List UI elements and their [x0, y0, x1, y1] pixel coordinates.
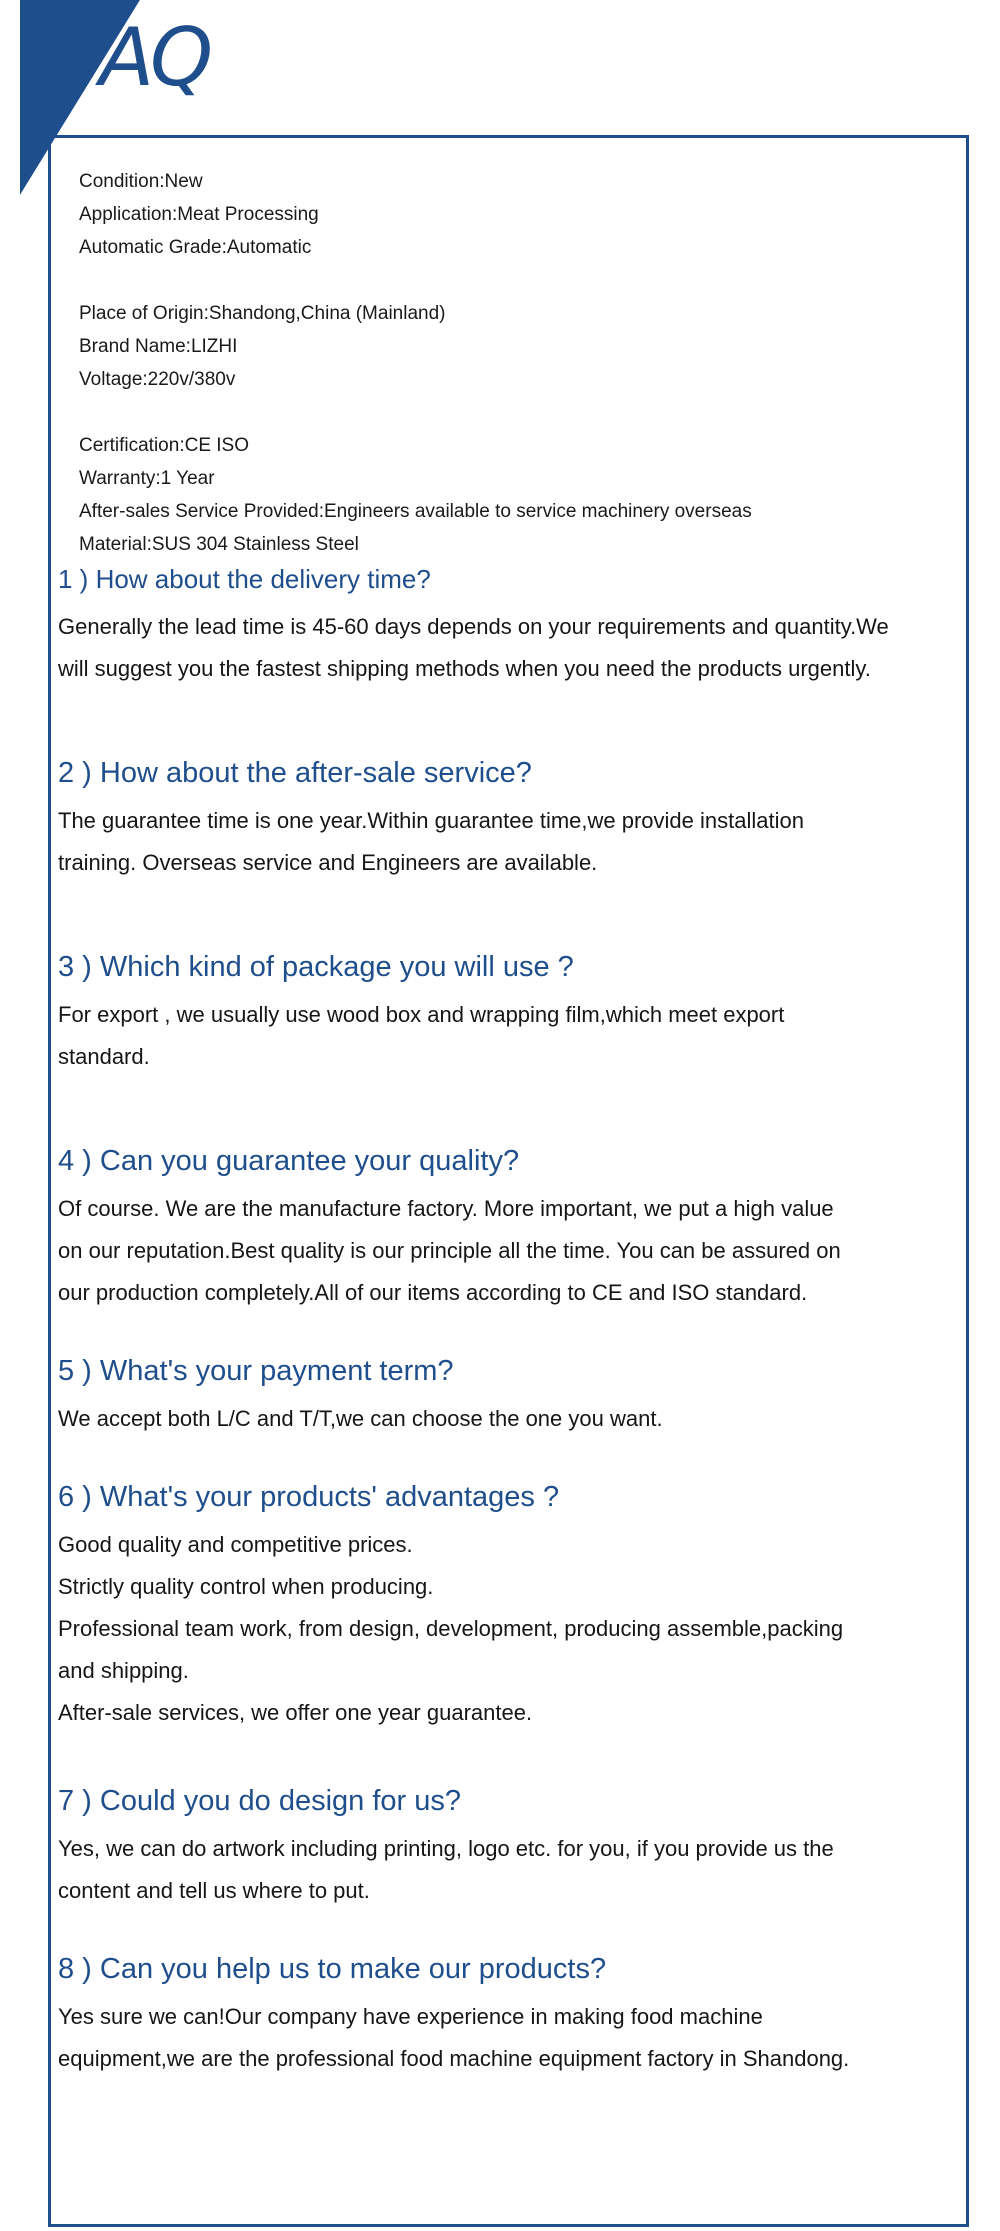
faq-answer	[58, 994, 968, 1078]
faq-question: 6 ) What's your products' advantages ?	[58, 1481, 560, 1513]
faq-item	[58, 948, 968, 1078]
answer-line: will suggest you the fastest shipping methods when you need the products urgently.	[58, 656, 871, 681]
faq-question: 1 ) How about the delivery time?	[58, 564, 431, 594]
faq-question: 5 ) What's your payment term?	[58, 1355, 454, 1387]
faq-item	[58, 1950, 968, 2080]
answer-line: For export , we usually use wood box and wrapping film,which meet export	[58, 1002, 785, 1027]
spec-condition: Condition:New	[79, 171, 203, 192]
answer-line: Generally the lead time is 45-60 days depends on your requirements and quantity.We	[58, 614, 889, 639]
spec-voltage: Voltage:220v/380v	[79, 369, 236, 390]
spec-warranty: Warranty:1 Year	[79, 468, 215, 489]
answer-line: equipment,we are the professional food machine equipment factory in Shandong.	[58, 2046, 850, 2071]
spec-after-sales-service: After-sales Service Provided:Engineers available to service machinery overseas	[79, 501, 752, 522]
spec-brand-name: Brand Name:LIZHI	[79, 336, 238, 357]
faq-list	[58, 560, 968, 2080]
spec-spacer	[79, 396, 752, 429]
answer-line: Of course. We are the manufacture factory. More important, we put a high value	[58, 1196, 834, 1221]
spec-application: Application:Meat Processing	[79, 204, 319, 225]
faq-question: 7 ) Could you do design for us?	[58, 1785, 462, 1817]
answer-line: Yes, we can do artwork including printing, logo etc. for you, if you provide us the	[58, 1836, 834, 1861]
spec-spacer	[79, 264, 752, 297]
spec-material: Material:SUS 304 Stainless Steel	[79, 534, 359, 555]
answer-line: and shipping.	[58, 1658, 189, 1683]
faq-answer	[58, 1398, 968, 1440]
faq-logo: FAQ	[62, 11, 210, 104]
faq-item	[58, 560, 968, 690]
answer-line: content and tell us where to put.	[58, 1878, 370, 1903]
answer-line: After-sale services, we offer one year guarantee.	[58, 1700, 533, 1725]
answer-line: Yes sure we can!Our company have experience in making food machine	[58, 2004, 763, 2029]
faq-answer	[58, 1996, 968, 2080]
faq-question: 3 ) Which kind of package you will use ?	[58, 951, 574, 983]
faq-item	[58, 1782, 968, 1912]
answer-line: We accept both L/C and T/T,we can choose the one you want.	[58, 1406, 663, 1431]
answer-line: our production completely.All of our items according to CE and ISO standard.	[58, 1280, 808, 1305]
answer-line: Good quality and competitive prices.	[58, 1532, 413, 1557]
spec-automatic-grade: Automatic Grade:Automatic	[79, 237, 312, 258]
answer-line: training. Overseas service and Engineers are available.	[58, 850, 598, 875]
faq-question: 2 ) How about the after-sale service?	[58, 757, 532, 789]
faq-question: 8 ) Can you help us to make our products?	[58, 1953, 607, 1985]
faq-item	[58, 1478, 968, 1734]
spec-certification: Certification:CE ISO	[79, 435, 249, 456]
faq-item	[58, 754, 968, 884]
faq-answer	[58, 1828, 968, 1912]
answer-line: The guarantee time is one year.Within guarantee time,we provide installation	[58, 808, 804, 833]
faq-question: 4 ) Can you guarantee your quality?	[58, 1145, 520, 1177]
product-specs	[79, 165, 752, 561]
answer-line: standard.	[58, 1044, 150, 1069]
faq-answer	[58, 606, 968, 690]
faq-answer	[58, 1524, 968, 1734]
faq-answer	[58, 1188, 968, 1314]
faq-item	[58, 1352, 968, 1440]
answer-line: on our reputation.Best quality is our principle all the time. You can be assured on	[58, 1238, 841, 1263]
faq-item	[58, 1142, 968, 1314]
answer-line: Professional team work, from design, development, producing assemble,packing	[58, 1616, 844, 1641]
answer-line: Strictly quality control when producing.	[58, 1574, 434, 1599]
faq-answer	[58, 800, 968, 884]
spec-place-of-origin: Place of Origin:Shandong,China (Mainland)	[79, 303, 446, 324]
